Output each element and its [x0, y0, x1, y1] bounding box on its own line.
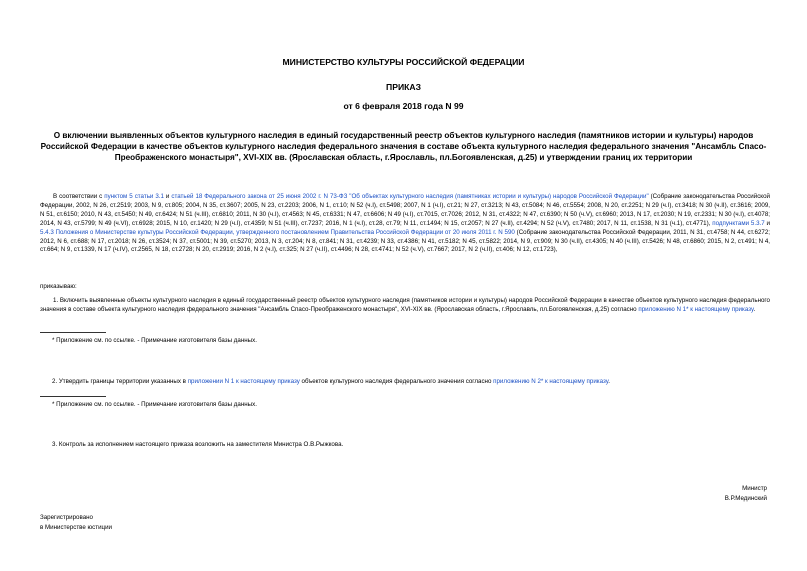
ministry-heading: МИНИСТЕРСТВО КУЛЬТУРЫ РОССИЙСКОЙ ФЕДЕРАЦИИ: [282, 57, 525, 67]
registration-line-2: в Министерстве юстиции: [40, 524, 113, 531]
doc-title: О включении выявленных объектов культурного наследия в единый государственный реестр объектов культурного наследия (памятников истории и культуры) народов Российской Федерации в качестве объектов культурного наследия федерального значения в составе объекта культурного наследия федерального значения "Ансамбль Спасо-Преображенского монастыря", XVI-XIX вв. (Ярославская область, г.Ярославль, пл.Богоявленская, д.25) и утверждении границ их территории: [40, 131, 767, 162]
doc-type-heading: ПРИКАЗ: [386, 82, 421, 92]
item-1-text: 1. Включить выявленные объекты культурного наследия в единый государственный реестр объектов культурного наследия (памятников истории и культуры) народов Российской Федерации в качестве объектов культурного наследия федерального значения в составе объекта культурного наследия федерального значения "Ансамбль Спасо-Преображенского монастыря", XVI-XIX вв. (Ярославская область, г.Ярославль, пл.Богоявленская, д.25) согласно: [40, 297, 770, 313]
doc-date-number: от 6 февраля 2018 года N 99: [343, 101, 464, 111]
signature-block: [725, 484, 767, 504]
order-item-3: 3. Контроль за исполнением настоящего приказа возложить на заместителя Министра О.В.Рыжкова.: [52, 441, 344, 448]
preamble-text: и: [764, 219, 770, 227]
order-item-2: [52, 378, 772, 387]
link-federal-law-73[interactable]: статьей 18 Федерального закона от 25 июня 2002 г. N 73-ФЗ "Об объектах культурного наследия (памятниках истории и культуры) народов Российской Федерации": [171, 193, 649, 200]
footnote-divider: [40, 396, 106, 397]
item-2-text: 2. Утвердить границы территории указанных в: [52, 378, 188, 385]
link-regulation-590[interactable]: 5.4.3 Положения о Министерстве культуры Российской Федерации, утвержденного постановлением Правительства Российской Федерации от 20 июля 2011 г. N 590: [40, 228, 515, 236]
footnote-2: * Приложение см. по ссылке. - Примечание изготовителя базы данных.: [52, 401, 257, 408]
link-subclause-5-3-7[interactable]: подпунктами 5.3.7: [712, 219, 765, 227]
registration-line-1: Зарегистрировано: [40, 514, 93, 521]
preamble-text: В соответствии с: [53, 193, 105, 200]
footnote-1: * Приложение см. по ссылке. - Примечание изготовителя базы данных.: [52, 337, 257, 344]
preamble-text: (Собрание законодательства Российской Федерации, 2011, N 31, ст.4758; N 44, ст.6272; 2012, N 6, ст.688; N 17, ст.2018; N 26, ст.3524; N 37, ст.5001; N 39, ст.5270; 2013, N 3, ст.204; N 8, ст.841; N 31, ст.4239; N 33, ст.4386; N 41, ст.5182; N 45, ст.5822; 2014, N 9, ст.909; N 30 (ч.II), ст.4305; N 40 (ч.III), ст.5426; N 48, ст.6860; 2015, N 2, ст.491; N 4, ст.664; N 9, ст.1339, N 17 (ч.IV), ст.2565, N 18, ст.2728; N 20, ст.2919; 2016, N 2 (ч.I), ст.325; N 27 (ч.II), ст.4496; N 28, ст.4741; N 52 (ч.V), ст.7667; 2017, N 2 (ч.II), ст.406; N 12, ст.1723),: [40, 228, 770, 254]
link-appendix-1[interactable]: приложению N 1* к настоящему приказу: [638, 305, 754, 313]
link-appendix-2[interactable]: приложению N 2* к настоящему приказу: [493, 378, 609, 385]
item-2-end: .: [608, 378, 610, 385]
signature-position: Министр: [742, 485, 767, 492]
footnote-divider: [40, 332, 106, 333]
item-2-text: объектов культурного наследия федерального значения согласно: [299, 378, 494, 385]
registration-note: [40, 513, 112, 533]
preamble-paragraph: [40, 193, 770, 255]
preamble-text: (Собрание законодательства Российской Федерации, 2002, N 26, ст.2519; 2003, N 9, ст.805; 2004, N 35, ст.3607; 2005, N 23, ст.2203; 2006, N 1, ст.10; N 52 (ч.I), ст.5498; 2007, N 1 (ч.I), ст.21; N 27, ст.3213; N 43, ст.5084; N 46, ст.5554; 2008, N 20, ст.2251; N 29 (ч.I), ст.3418; N 30 (ч.II), ст.3616; 2009, N 51, ст.6150; 2010, N 43, ст.5450; N 49, ст.6424; N 51 (ч.III), ст.6810; 2011, N 30 (ч.I), ст.4563; N 45, ст.6331; N 47, ст.6606; N 49 (ч.I), ст.7015, ст.7026; 2012, N 31, ст.4322; N 47, ст.6390; N 50 (ч.V), ст.6960; 2013, N 17, ст.2030; N 19, ст.2331; N 30 (ч.I), ст.4078; 2014, N 43, ст.5799; N 49 (ч.VI), ст.6928; 2015, N 10, ст.1420; N 29 (ч.I), ст.4359; N 51 (ч.III), ст.7237; 2016, N 1 (ч.I), ст.28, ст.79; N 11, ст.1494; N 15, ст.2057; N 27 (ч.II), ст.4294; N 52 (ч.V), ст.7480; 2017, N 11, ст.1538, N 31 (ч.1), ст.4771),: [40, 193, 770, 227]
order-item-1: [40, 297, 770, 315]
link-appendix-1-ref[interactable]: приложении N 1 к настоящему приказу: [187, 378, 300, 385]
item-1-end: .: [753, 305, 756, 313]
signature-name: В.Р.Мединский: [724, 495, 767, 502]
preamble-text: и: [163, 193, 172, 200]
link-article-3-1[interactable]: пунктом 5 статьи 3.1: [104, 193, 164, 200]
order-word: приказываю:: [40, 283, 77, 290]
